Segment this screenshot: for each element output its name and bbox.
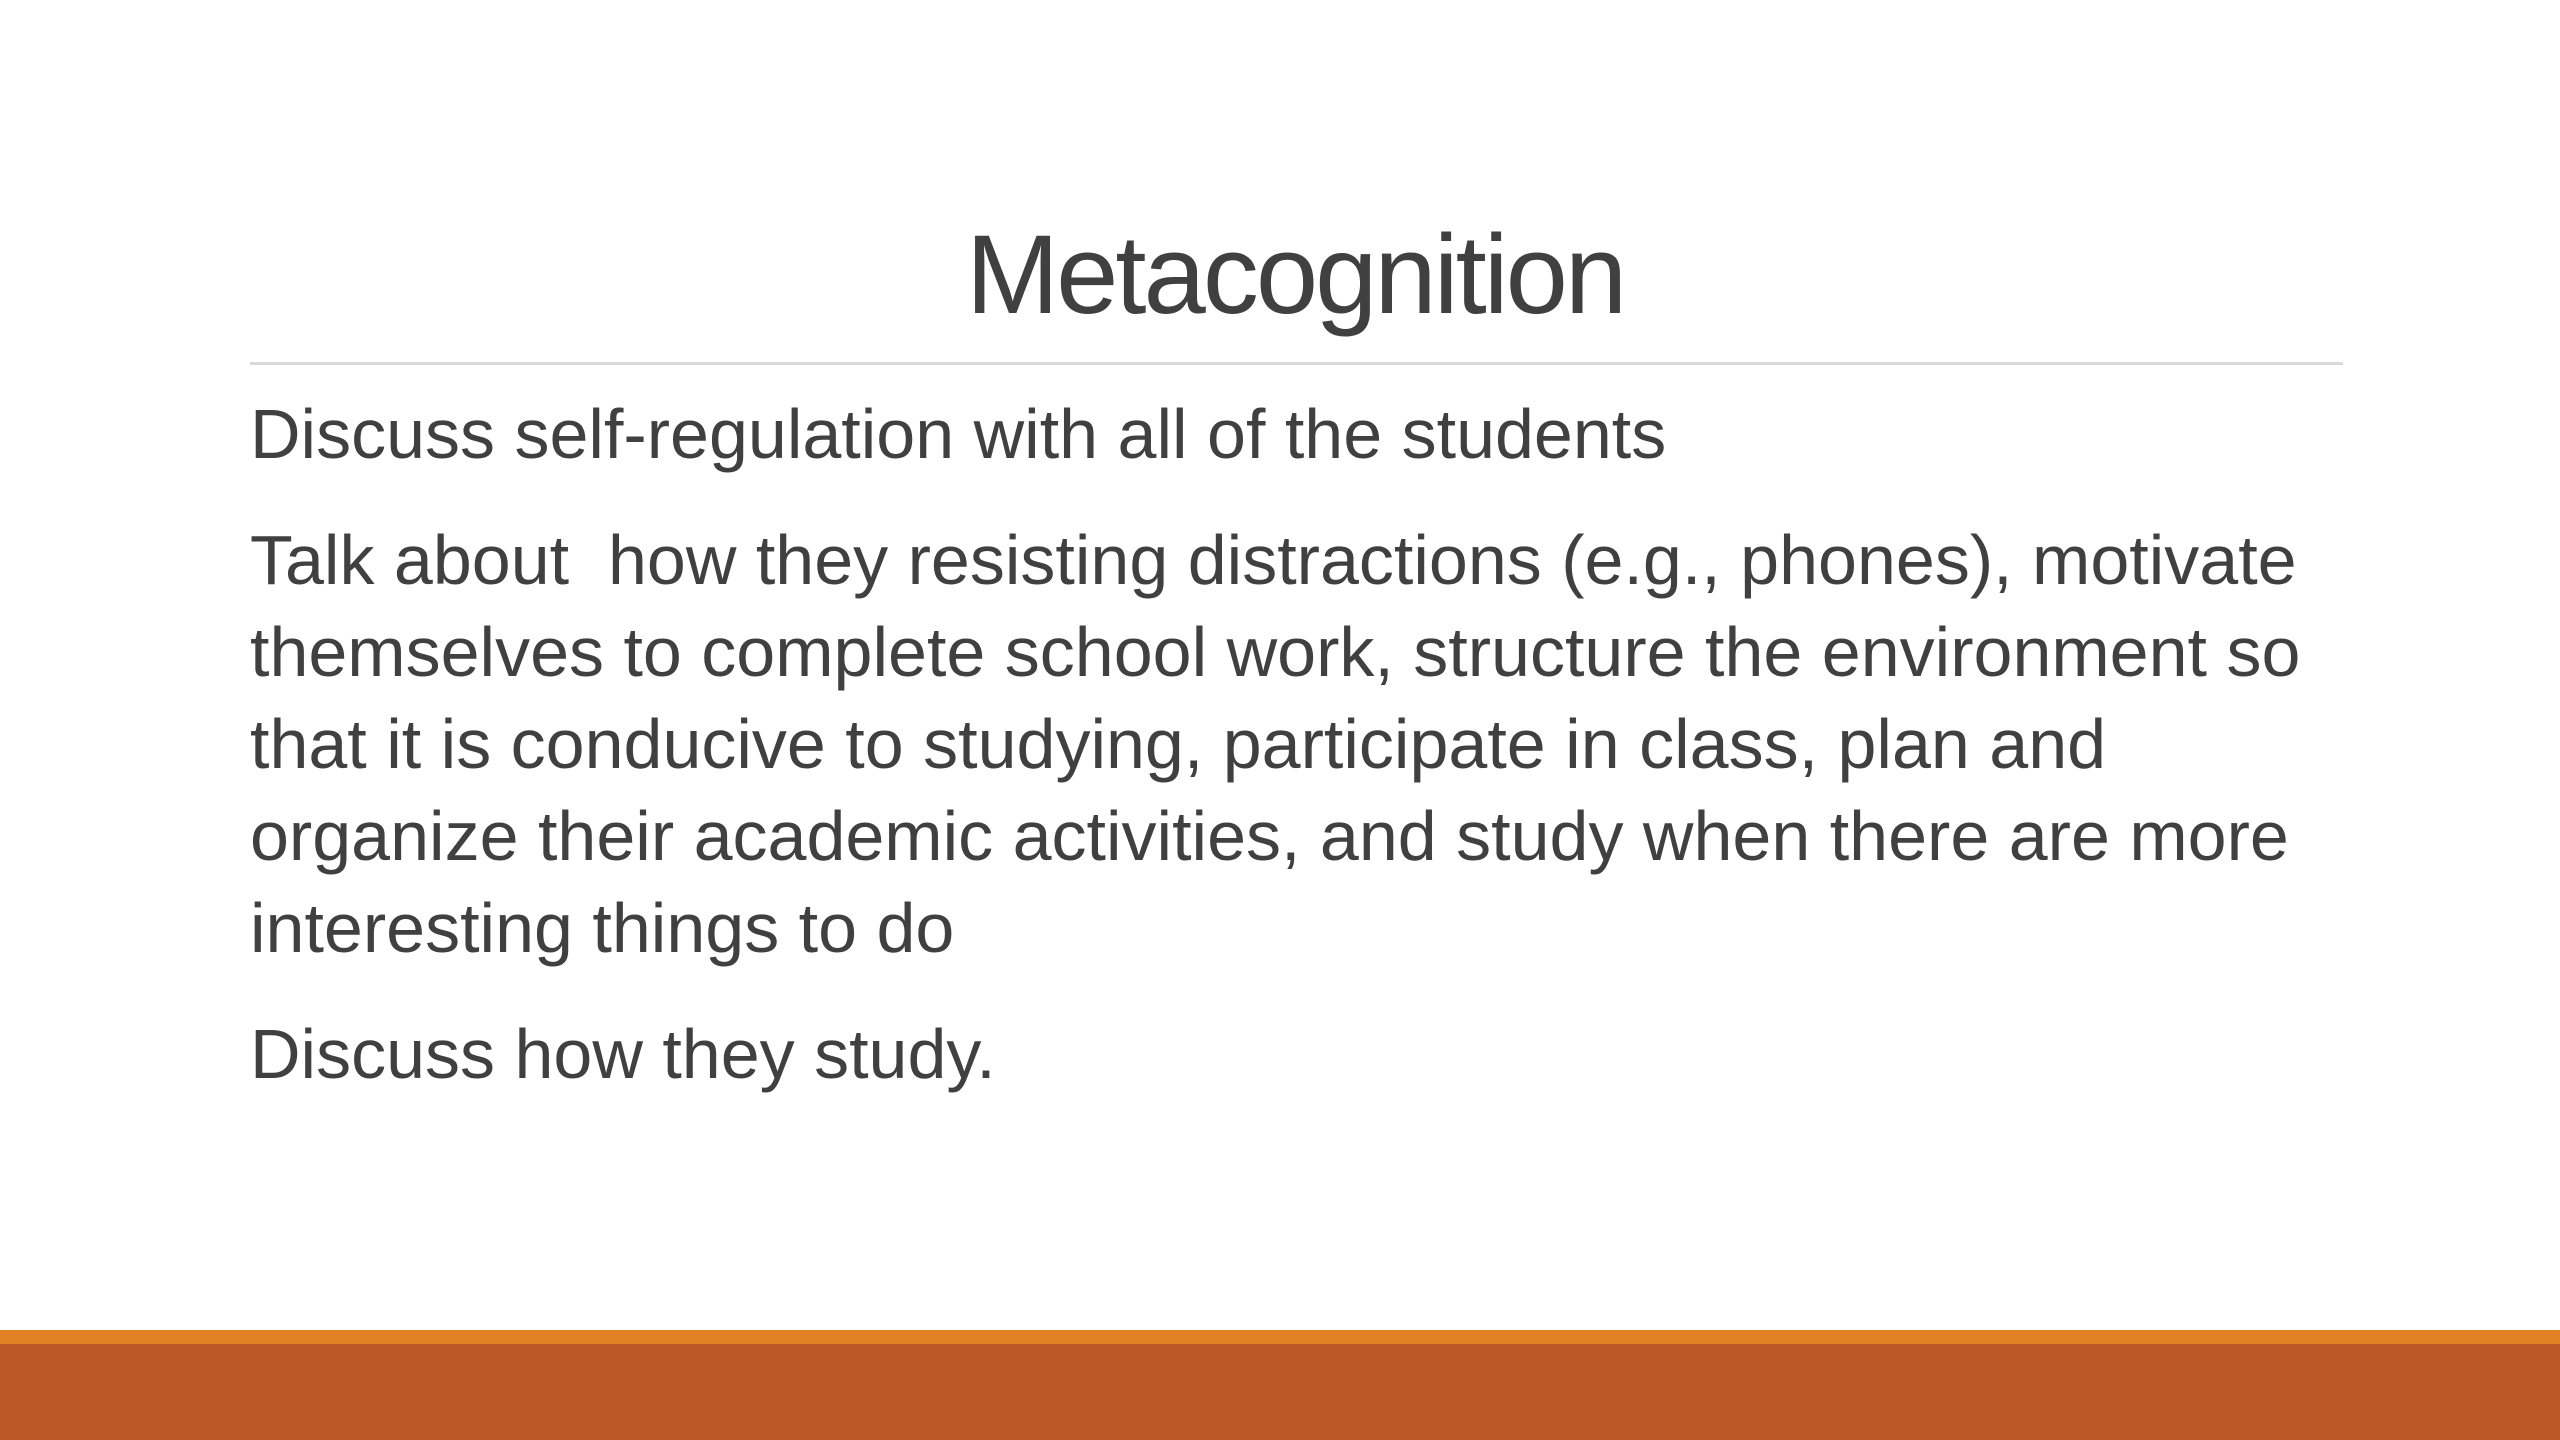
slide-body — [250, 388, 2350, 1134]
body-paragraph-how-they-study: Discuss how they study. — [250, 1015, 996, 1093]
slide-title: Metacognition — [965, 212, 1625, 337]
footer-band — [0, 1344, 2560, 1440]
footer-accent-line — [0, 1330, 2560, 1344]
body-paragraph-self-regulation: Discuss self-regulation with all of the students — [250, 395, 1667, 473]
title-divider — [250, 362, 2343, 365]
body-paragraph-talk-about: Talk about how they resisting distractions (e.g., phones), motivate themselves to complete school work, structure the environment so that it is conducive to studying, participate in class, plan and organize their academic activities, and study when there are more interesting things to do — [250, 521, 2320, 967]
